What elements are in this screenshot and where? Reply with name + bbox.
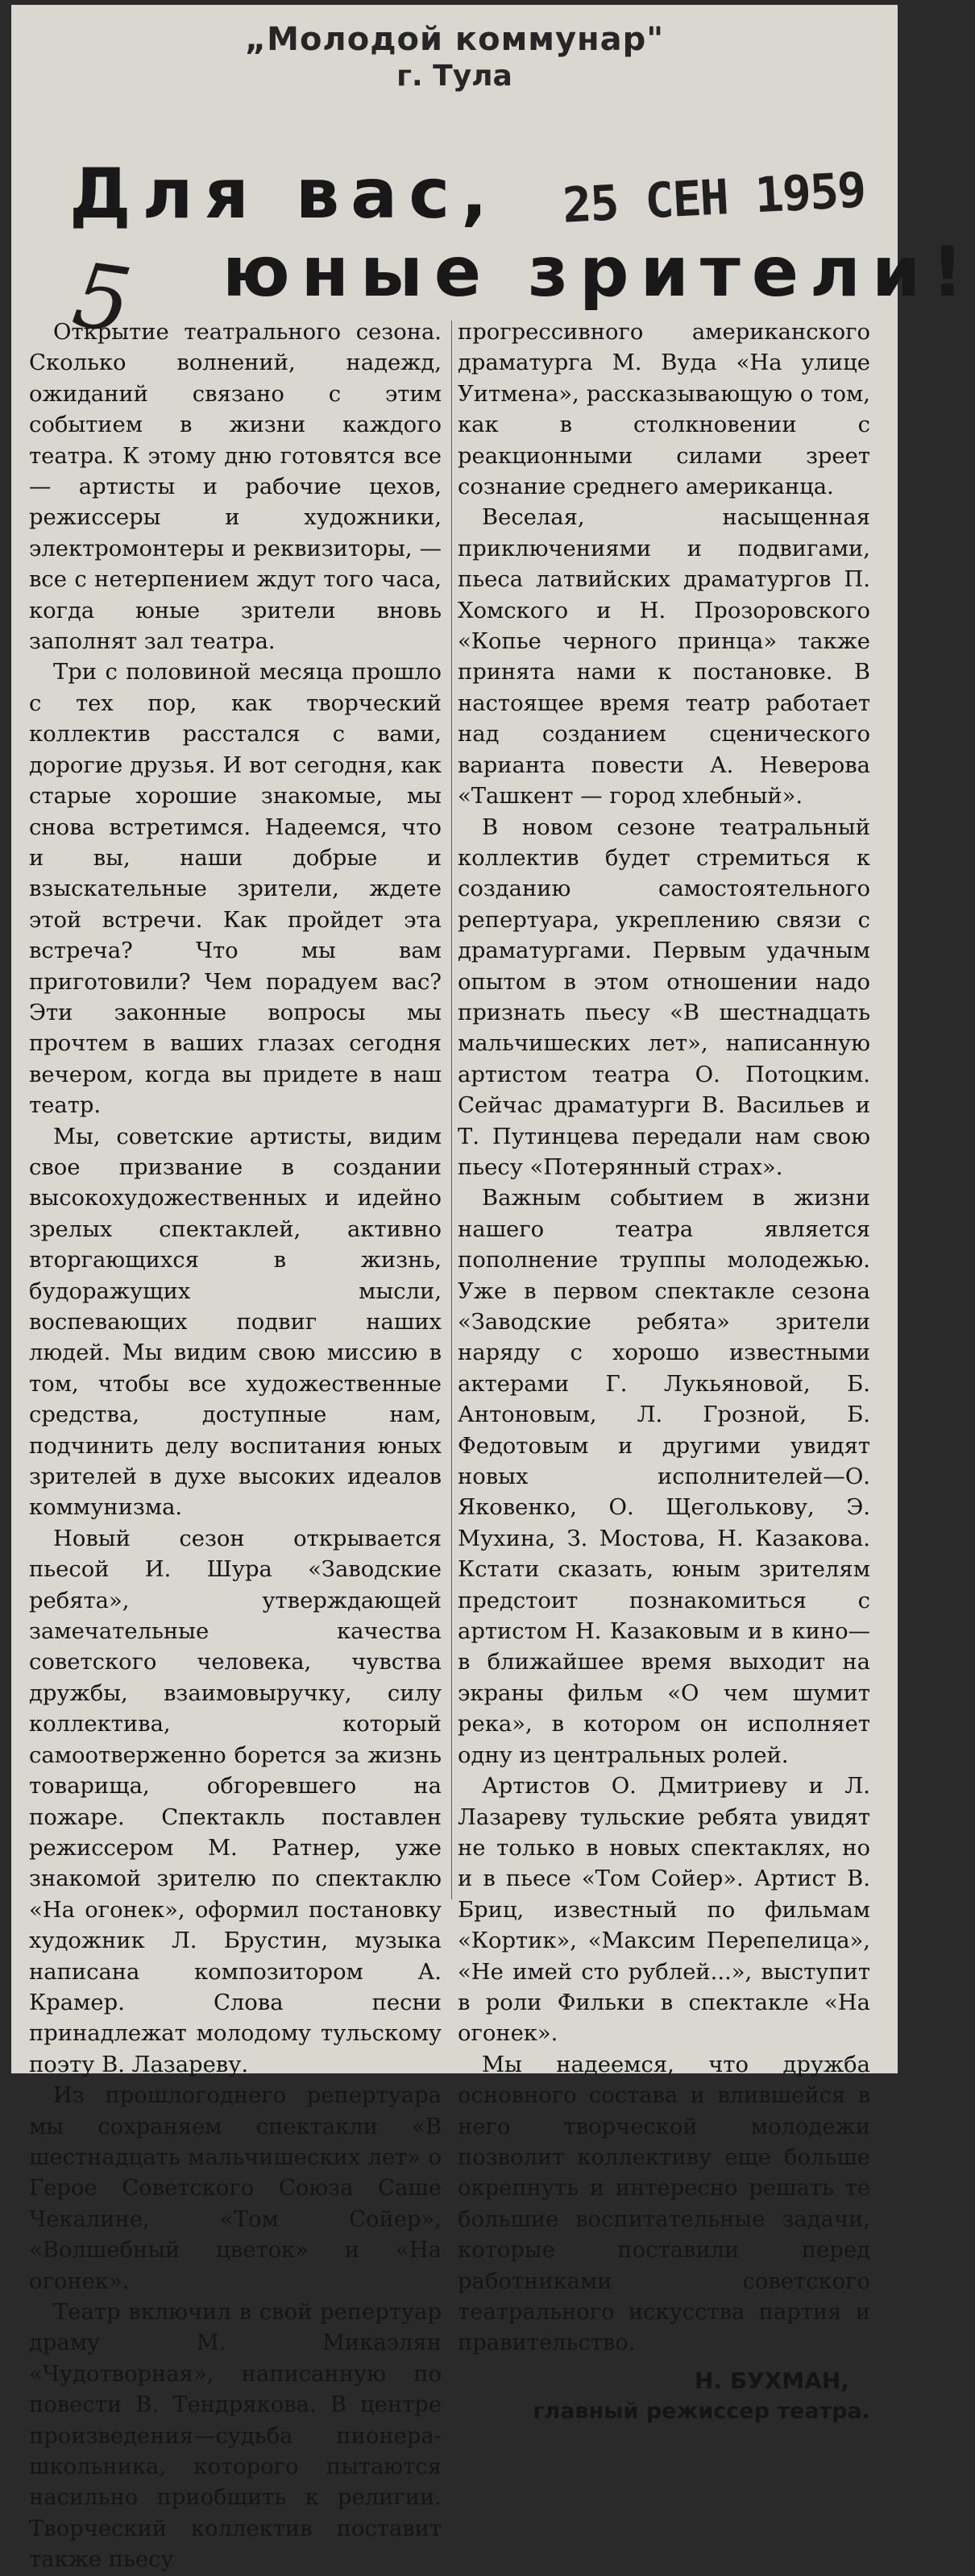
publication-stamp bbox=[11, 21, 898, 93]
publication-name: „Молодой коммунар" bbox=[244, 21, 665, 58]
paragraph: Из прошлогоднего репертуара мы сохраняем спектакли «В шестнадцать мальчишеских лет» о Герое Советского Союза Саше Чекалине, «Том Сойер», «Волшебный цветок» и «На огонек». bbox=[29, 2083, 442, 2294]
article-column-right bbox=[458, 317, 870, 2427]
author-title: главный режиссер театра. bbox=[533, 2398, 870, 2424]
article-column-left bbox=[29, 317, 442, 2576]
headline-line-2: юные зрители! bbox=[222, 232, 975, 313]
paragraph: Три с половиной месяца прошло с тех пор, как творческий коллектив расстался с вами, дорогие друзья. И вот сегодня, как старые хорошие знакомые, мы снова встретимся. Надеемся, что и вы, наши добрые и взыскательные зрители, ждете этой встречи. Как пройдет эта встреча? Что мы вам приготовили? Чем порадуем вас? Эти законные вопросы мы прочтем в ваших глазах сегодня вечером, когда вы придете в наш театр. bbox=[29, 660, 442, 1119]
paragraph: Важным событием в жизни нашего театра является пополнение труппы молодежью. Уже в первом спектакле сезона «Заводские ребята» зрители наряду с хорошо известными актерами Г. Лукьяновой, Б. Антоновым, Л. Грозной, Б. Федотовым и другими увидят новых исполнителей—О. Яковенко, О. Щеголькову, Э. Мухина, З. Мостова, Н. Казакова. Кстати сказать, юным зрителям предстоит познакомиться с артистом Н. Казаковым и в кино—в ближайшее время выходит на экраны фильм «О чем шумит река», в котором он исполняет одну из центральных ролей. bbox=[458, 1186, 870, 1768]
newspaper-clipping bbox=[11, 5, 975, 2573]
handwritten-number: 5 bbox=[67, 242, 138, 354]
paragraph: Открытие театрального сезона. Сколько волнений, надежд, ожиданий связано с этим событием в жизни каждого театра. К этому дню готовятся все — артисты и рабочие цехов, режиссеры и художники, электромонтеры и реквизиторы, — все с нетерпением ждут того часа, когда юные зрители вновь заполнят зал театра. bbox=[29, 320, 442, 655]
paragraph: Артистов О. Дмитриеву и Л. Лазареву тульские ребята увидят не только в новых спектаклях, но и в пьесе «Том Сойер». Артист В. Бриц, известный по фильмам «Кортик», «Максим Перепелица», «Не имей сто рублей...», выступит в роли Фильки в спектакле «На огонек». bbox=[458, 1774, 870, 2047]
paragraph: Мы, советские артисты, видим свое призвание в создании высокохудожественных и идейно зрелых спектаклей, активно вторгающихся в жизнь, будоражущих мысли, воспевающих подвиг наших людей. Мы видим свою миссию в том, чтобы все художественные средства, доступные нам, подчинить делу воспитания юных зрителей в духе высоких идеалов коммунизма. bbox=[29, 1124, 442, 1521]
paragraph: Театр включил в свой репертуар драму М. Микаэлян «Чудотворная», написанную по повести В. Тендрякова. В центре произведения—судьба пионера-школьника, которого пытаются насильно приобщить к религии. Творческий коллектив поставит также пьесу bbox=[29, 2300, 442, 2573]
column-divider bbox=[451, 321, 452, 1899]
author-name: Н. БУХМАН, bbox=[695, 2367, 849, 2394]
publication-city: г. Тула bbox=[396, 60, 512, 93]
paragraph: Мы надеемся, что дружба основного состава и влившейся в него творческой молодежи позволит коллективу еще больше окрепнуть и интересно решать те большие воспитательные задачи, которые поставили перед работниками советского театрального искусства партия и правительство. bbox=[458, 2052, 870, 2356]
paragraph: Веселая, насыщенная приключениями и подвигами, пьеса латвийских драматургов П. Хомского и Н. Прозоровского «Копье черного принца» также принята нами к постановке. В настоящее время театр работает над созданием сценического варианта повести А. Неверова «Ташкент — город хлебный». bbox=[458, 505, 870, 810]
headline-line-1: Для вас, bbox=[69, 154, 499, 234]
paragraph: Новый сезон открывается пьесой И. Шура «Заводские ребята», утверждающей замечательные качества советского человека, чувства дружбы, взаимовыручку, силу коллектива, который самоотверженно борется за жизнь товарища, обгоревшего на пожаре. Спектакль поставлен режиссером М. Ратнер, уже знакомой зрителю по спектаклю «На огонек», оформил постановку художник Л. Брустин, музыка написана композитором А. Крамер. Слова песни принадлежат молодому тульскому поэту В. Лазареву. bbox=[29, 1526, 442, 2077]
signature bbox=[458, 2366, 870, 2427]
paragraph: прогрессивного американского драматурга М. Вуда «На улице Уитмена», рассказывающую о том, как в столкновении с реакционными силами зреет сознание среднего американца. bbox=[458, 320, 870, 500]
paragraph: В новом сезоне театральный коллектив будет стремиться к созданию самостоятельного репертуара, укреплению связи с драматургами. Первым удачным опытом в этом отношении надо признать пьесу «В шестнадцать мальчишеских лет», написанную артистом театра О. Потоцким. Сейчас драматурги В. Васильев и Т. Путинцева передали нам свою пьесу «Потерянный страх». bbox=[458, 814, 870, 1180]
date-stamp: 25 СЕН 1959 bbox=[561, 162, 866, 234]
